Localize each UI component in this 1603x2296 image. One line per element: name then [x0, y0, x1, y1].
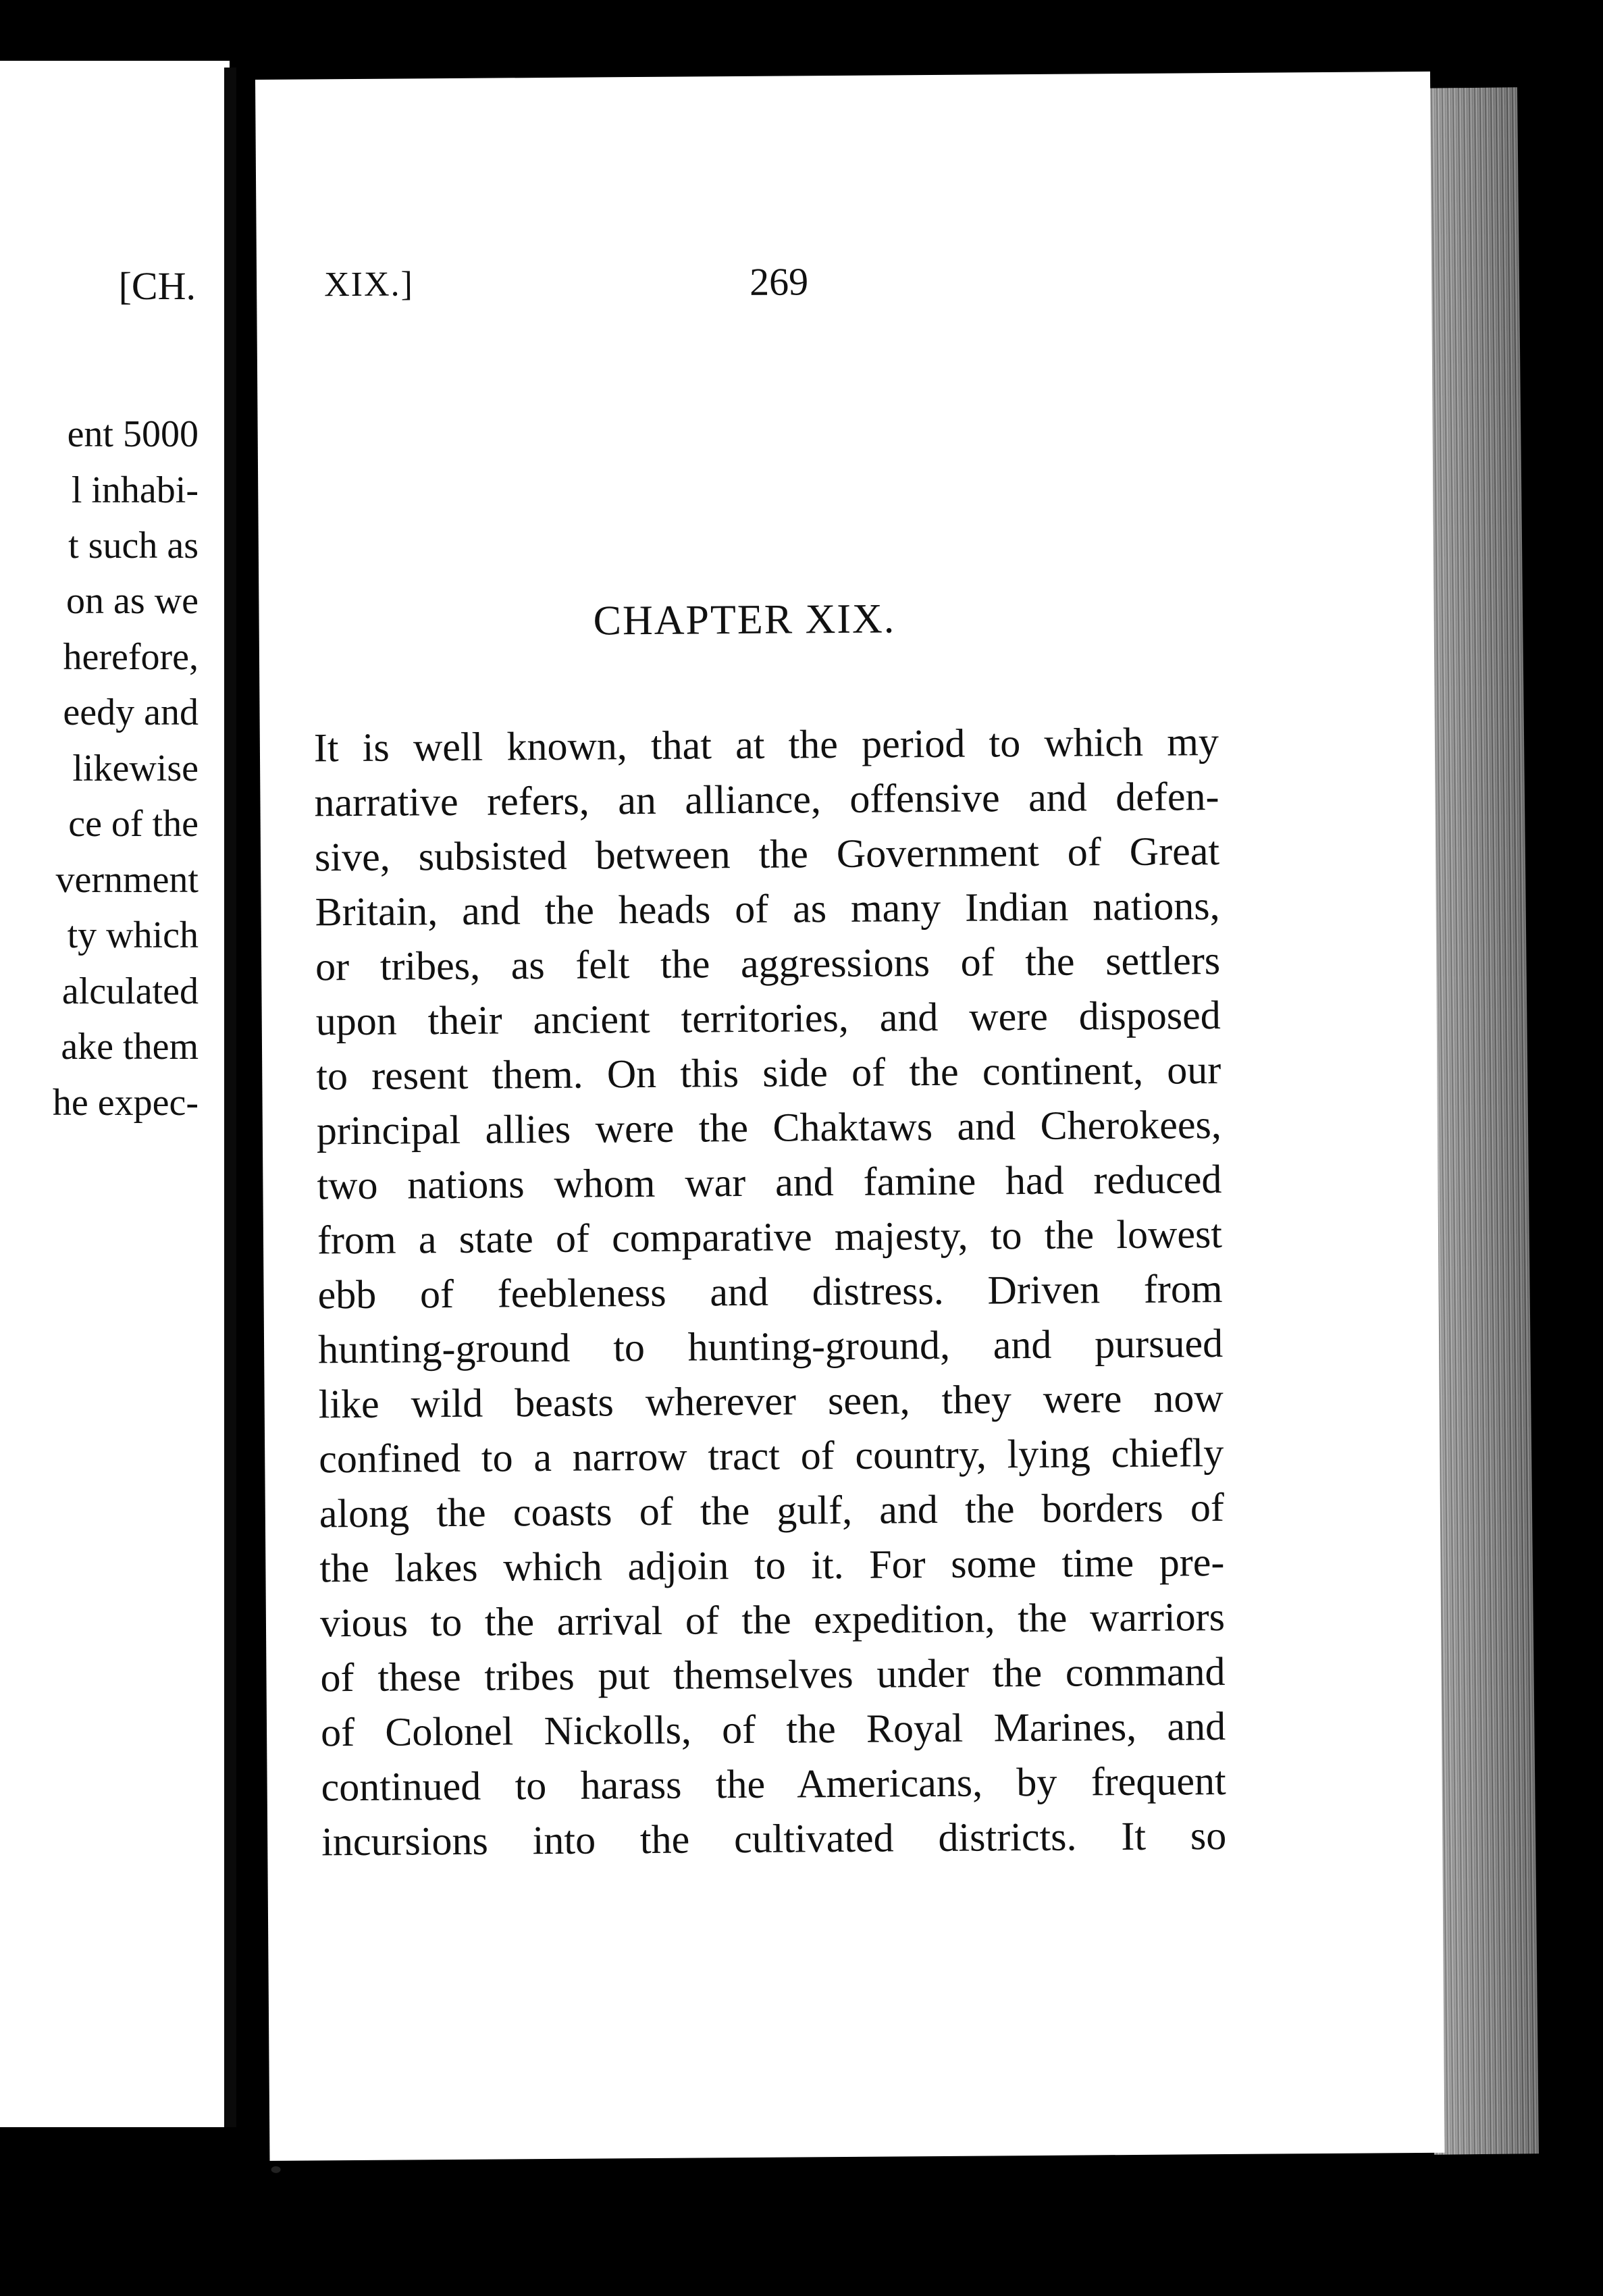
text-line: ebb of feebleness and distress. Driven from [317, 1266, 1223, 1317]
text-line: It is well known, that at the period to which my [313, 719, 1219, 771]
running-head-chapter: XIX.] [323, 265, 415, 305]
text-line: hunting-ground to hunting-ground, and pursued [317, 1321, 1224, 1372]
text-line: Britain, and the heads of as many Indian nations, [315, 883, 1220, 935]
text-line: confined to a narrow tract of country, lying chiefly [319, 1430, 1224, 1482]
book-gutter [224, 68, 236, 2127]
left-line-fragment: he expec- [52, 1082, 199, 1124]
left-line-fragment: likewise [72, 748, 199, 789]
text-line: principal allies were the Chaktaws and Cherokees, [316, 1102, 1222, 1153]
text-line: or tribes, as felt the aggressions of the settlers [315, 938, 1221, 989]
left-line-fragment: eedy and [63, 692, 199, 733]
text-line: from a state of comparative majesty, to the lowest [317, 1211, 1223, 1263]
left-line-fragment: on as we [66, 580, 199, 622]
right-page [255, 72, 1444, 2161]
running-head [257, 257, 1431, 313]
text-line: upon their ancient territories, and were disposed [315, 993, 1221, 1044]
left-line-fragment: vernment [55, 859, 199, 901]
left-line-fragment: t such as [68, 525, 199, 567]
left-line-fragment: ent 5000 [67, 413, 199, 455]
ink-speck [271, 2166, 281, 2173]
text-line: sive, subsisted between the Government of Great [314, 829, 1220, 880]
text-line: narrative refers, an alliance, offensive and defen- [314, 774, 1219, 825]
text-line: the lakes which adjoin to it. For some time pre- [319, 1540, 1225, 1591]
text-line: to resent them. On this side of the continent, our [316, 1047, 1221, 1099]
left-line-fragment: ty which [67, 914, 199, 956]
body-text [314, 714, 1227, 1869]
text-line: like wild beasts wherever seen, they were now [318, 1376, 1224, 1427]
text-line: along the coasts of the gulf, and the borders of [319, 1485, 1225, 1536]
text-line: vious to the arrival of the expedition, the warriors [319, 1594, 1226, 1646]
left-line-fragment: alculated [61, 970, 199, 1012]
left-line-fragment: l inhabi- [71, 469, 199, 511]
text-line: of Colonel Nickolls, of the Royal Marines, and [320, 1704, 1226, 1755]
left-running-head: [CH. [118, 264, 196, 308]
chapter-title: CHAPTER XIX. [593, 596, 896, 644]
page-number: 269 [749, 259, 809, 304]
text-line: two nations whom war and famine had reduced [317, 1157, 1222, 1208]
text-line: incursions into the cultivated districts. It so [321, 1813, 1227, 1864]
left-line-fragment: herefore, [63, 636, 199, 678]
left-line-fragment: ce of the [68, 803, 199, 845]
text-line: of these tribes put themselves under the command [320, 1649, 1226, 1700]
left-line-fragment: ake them [61, 1026, 199, 1068]
text-line: continued to harass the Americans, by frequent [321, 1758, 1226, 1810]
left-page-fragment [0, 61, 230, 2127]
